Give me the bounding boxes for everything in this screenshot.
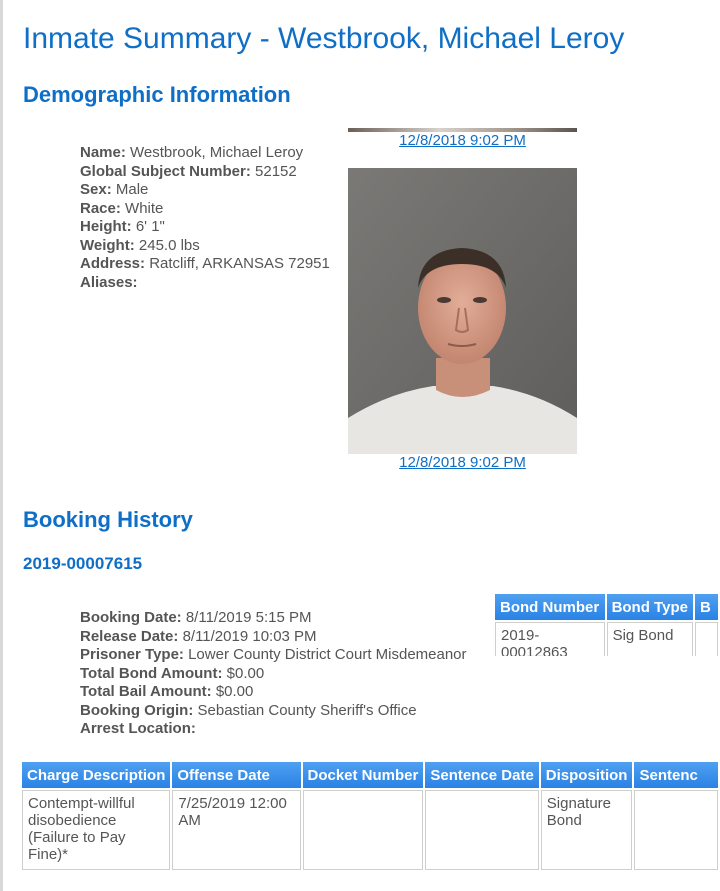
bond-table	[493, 592, 720, 656]
release-date-row	[80, 628, 467, 647]
field-label: Race:	[80, 199, 121, 217]
field-value: Male	[115, 181, 149, 198]
field-value: Ratcliff, ARKANSAS 72951	[149, 255, 330, 272]
field-value: White	[125, 199, 164, 217]
left-border	[0, 0, 3, 891]
booking-origin-row	[80, 702, 467, 721]
race-row	[80, 200, 330, 219]
table-row	[495, 622, 718, 656]
table-header-row	[22, 762, 718, 788]
field-label: Prisoner Type:	[80, 646, 184, 663]
aliases-row	[80, 274, 330, 293]
field-label: Aliases:	[80, 273, 138, 291]
booking-number: 2019-00007615	[23, 554, 143, 573]
column-header[interactable]: Docket Number	[303, 762, 424, 788]
field-label: Global Subject Number:	[80, 162, 251, 180]
field-label: Address:	[80, 255, 146, 272]
column-header[interactable]: B	[695, 594, 718, 620]
field-label: Booking Date:	[80, 609, 182, 626]
demographic-details	[80, 144, 330, 292]
booking-date-row	[80, 609, 467, 628]
field-label: Sex:	[80, 181, 112, 198]
charge-table	[20, 760, 720, 872]
table-cell: 2019-00012863	[495, 622, 605, 656]
name-row	[80, 144, 330, 163]
field-value: Lower County District Court Misdemeanor	[188, 646, 467, 663]
table-cell	[425, 790, 538, 870]
column-header[interactable]: Sentenc	[634, 762, 718, 788]
field-label: Release Date:	[80, 627, 179, 645]
field-value: Sebastian County Sheriff's Office	[197, 701, 417, 719]
address-row	[80, 255, 330, 274]
charge-table-wrapper	[20, 760, 720, 891]
field-label: Arrest Location:	[80, 720, 196, 737]
photo-date-link[interactable]: 12/8/2018 9:02 PM	[399, 454, 526, 471]
bond-table-wrapper	[493, 592, 720, 656]
demographic-heading: Demographic Information	[23, 82, 291, 107]
total-bail-row	[80, 683, 467, 702]
photo-date-link[interactable]: 12/8/2018 9:02 PM	[399, 132, 526, 149]
field-value: 8/11/2019 5:15 PM	[185, 609, 312, 626]
field-label: Total Bail Amount:	[80, 683, 212, 700]
column-header[interactable]: Sentence Date	[425, 762, 538, 788]
table-cell	[695, 622, 718, 656]
booking-history-heading: Booking History	[23, 507, 193, 532]
table-header-row	[495, 594, 718, 620]
table-cell: 7/25/2019 12:00 AM	[172, 790, 300, 870]
field-label: Total Bond Amount:	[80, 664, 223, 682]
table-cell	[303, 790, 424, 870]
page-title: Inmate Summary - Westbrook, Michael Leroy	[23, 22, 625, 55]
column-header[interactable]: Bond Type	[607, 594, 693, 620]
table-cell: Signature Bond	[541, 790, 633, 870]
mugshot-photo[interactable]	[348, 168, 577, 454]
height-row	[80, 218, 330, 237]
field-label: Height:	[80, 218, 132, 235]
global-subject-number-row	[80, 163, 330, 182]
mugshot-image	[348, 168, 577, 454]
booking-details	[80, 609, 467, 739]
table-cell: Contempt-willful disobedience (Failure to Pay Fine)*	[22, 790, 170, 870]
field-value: 52152	[255, 162, 297, 180]
field-value: $0.00	[226, 664, 265, 682]
column-header[interactable]: Bond Number	[495, 594, 605, 620]
prisoner-type-row	[80, 646, 467, 665]
table-row	[22, 790, 718, 870]
field-value: 8/11/2019 10:03 PM	[182, 627, 317, 645]
field-value: $0.00	[215, 683, 254, 700]
column-header[interactable]: Charge Description	[22, 762, 170, 788]
column-header[interactable]: Offense Date	[172, 762, 300, 788]
weight-row	[80, 237, 330, 256]
field-value: 6' 1"	[135, 218, 165, 235]
column-header[interactable]: Disposition	[541, 762, 633, 788]
total-bond-row	[80, 665, 467, 684]
table-cell	[634, 790, 718, 870]
field-label: Name:	[80, 144, 126, 161]
sex-row	[80, 181, 330, 200]
arrest-location-row	[80, 720, 467, 739]
table-cell: Sig Bond	[607, 622, 693, 656]
field-value: 245.0 lbs	[138, 236, 200, 254]
field-label: Booking Origin:	[80, 701, 194, 719]
field-label: Weight:	[80, 236, 135, 254]
field-value: Westbrook, Michael Leroy	[130, 144, 304, 161]
